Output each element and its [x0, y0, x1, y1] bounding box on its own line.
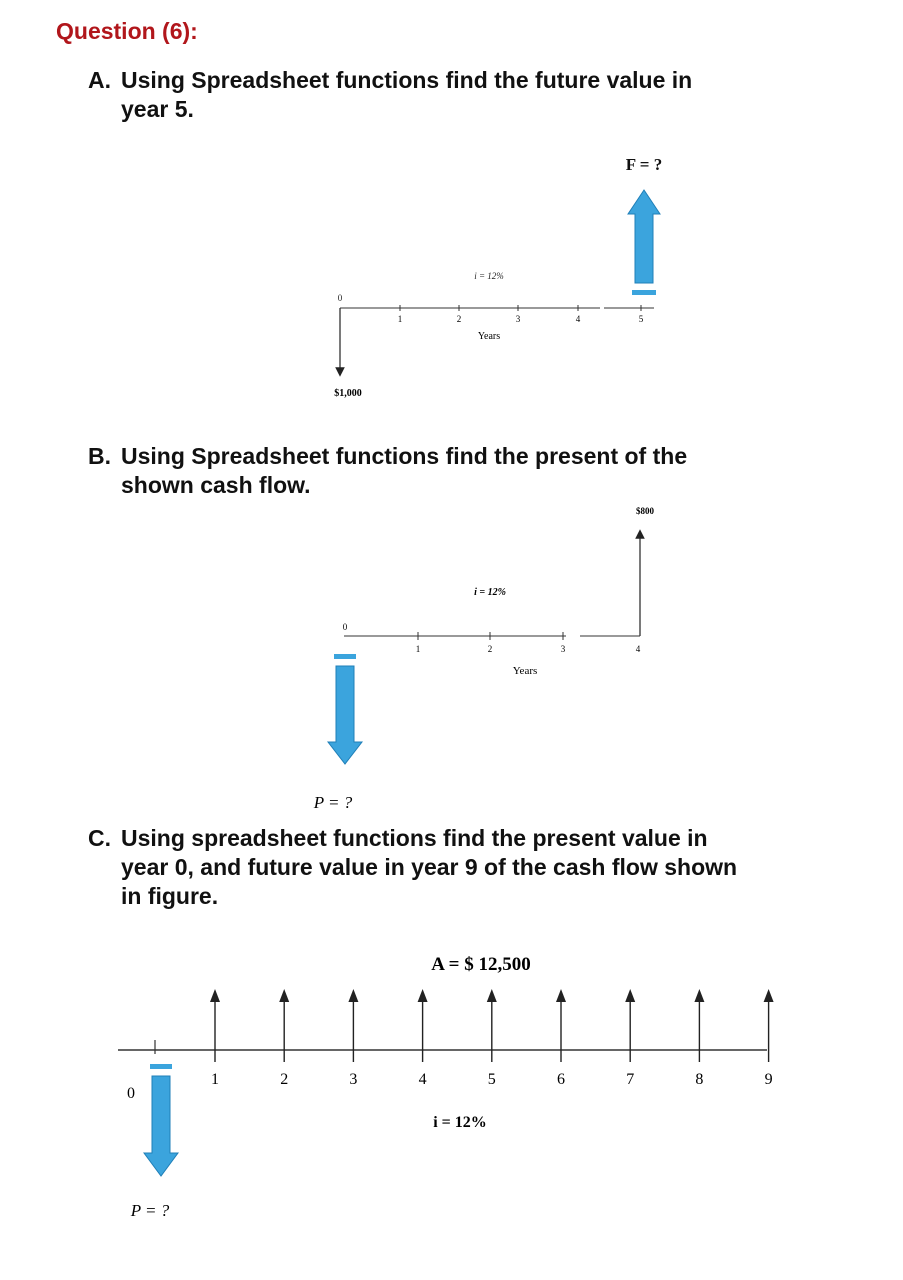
diagram-b-present-label: P = ?: [313, 793, 353, 812]
diagram-c-annuity-arrowhead-icon: [348, 989, 358, 1002]
diagram-c-tick-0: 0: [127, 1085, 135, 1102]
part-b-letter: B.: [88, 443, 111, 469]
diagram-c-tick-7: 7: [626, 1071, 635, 1088]
diagram-b-tick-1: 1: [415, 644, 421, 654]
diagram-c-annuity-arrowhead-icon: [418, 989, 428, 1002]
diagram-b-present-arrow-icon: [328, 654, 362, 764]
diagram-b-tick-3: 3: [560, 644, 566, 654]
diagram-a-rate-label: i = 12%: [474, 271, 504, 281]
diagram-a-future-arrow-icon: [628, 190, 660, 295]
part-a-line1: Using Spreadsheet functions find the future value in: [121, 67, 693, 93]
diagram-c-tick-4: 4: [418, 1071, 427, 1088]
part-a-line2: year 5.: [121, 96, 194, 122]
diagram-a-tick-5: 5: [638, 314, 644, 324]
diagram-c-annuity-label: A = $ 12,500: [431, 954, 531, 975]
diagram-b-tick-2: 2: [487, 644, 493, 654]
diagram-b: [313, 506, 655, 812]
diagram-a-axis-label: Years: [477, 331, 501, 342]
diagram-a-tick-4: 4: [575, 314, 581, 324]
diagram-c-annuity-arrowhead-icon: [210, 989, 220, 1002]
part-b-line2: shown cash flow.: [121, 472, 311, 498]
diagram-a-tick-1: 1: [397, 314, 403, 324]
diagram-c-tick-labels: [211, 1071, 773, 1088]
part-c-line3: in figure.: [121, 883, 219, 909]
diagram-b-tick-0: 0: [342, 622, 348, 632]
diagram-a-payment-label: $1,000: [334, 388, 362, 399]
part-c-line2: year 0, and future value in year 9 of the cash flow shown: [121, 854, 738, 880]
diagram-a-tick-3: 3: [515, 314, 521, 324]
diagram-c-tick-3: 3: [349, 1071, 358, 1088]
diagram-c-annuity-arrowhead-icon: [556, 989, 566, 1002]
diagram-c: [118, 954, 774, 1220]
diagram-c-tick-6: 6: [557, 1071, 565, 1088]
question-title: Question (6):: [56, 18, 198, 44]
diagram-c-annuity-arrows: [210, 989, 774, 1062]
part-a-letter: A.: [88, 67, 111, 93]
diagram-c-annuity-arrowhead-icon: [625, 989, 635, 1002]
diagram-b-tick-4: 4: [635, 644, 641, 654]
diagram-c-present-label: P = ?: [130, 1201, 170, 1220]
diagram-a-tick-0: 0: [337, 293, 343, 303]
diagram-a: [334, 155, 662, 399]
diagram-c-annuity-arrowhead-icon: [487, 989, 497, 1002]
diagram-c-annuity-arrowhead-icon: [764, 989, 774, 1002]
diagram-a-future-label: F = ?: [625, 155, 663, 174]
part-c-line1: Using spreadsheet functions find the present value in: [121, 825, 708, 851]
diagram-b-amount-label: $800: [636, 506, 654, 516]
diagram-c-present-arrow-icon: [144, 1064, 178, 1176]
diagram-c-tick-1: 1: [211, 1071, 219, 1088]
diagram-b-axis-label: Years: [512, 665, 538, 677]
diagram-c-annuity-arrowhead-icon: [694, 989, 704, 1002]
part-c-letter: C.: [88, 825, 111, 851]
diagram-c-tick-2: 2: [280, 1071, 289, 1088]
diagram-c-annuity-arrowhead-icon: [279, 989, 289, 1002]
diagram-c-tick-9: 9: [764, 1071, 773, 1088]
diagram-c-rate-label: i = 12%: [433, 1114, 487, 1131]
diagram-a-tick-2: 2: [456, 314, 462, 324]
part-b-line1: Using Spreadsheet functions find the present of the: [121, 443, 688, 469]
diagram-c-tick-8: 8: [695, 1071, 704, 1088]
diagram-b-rate-label: i = 12%: [474, 587, 506, 598]
diagram-c-tick-5: 5: [487, 1071, 496, 1088]
